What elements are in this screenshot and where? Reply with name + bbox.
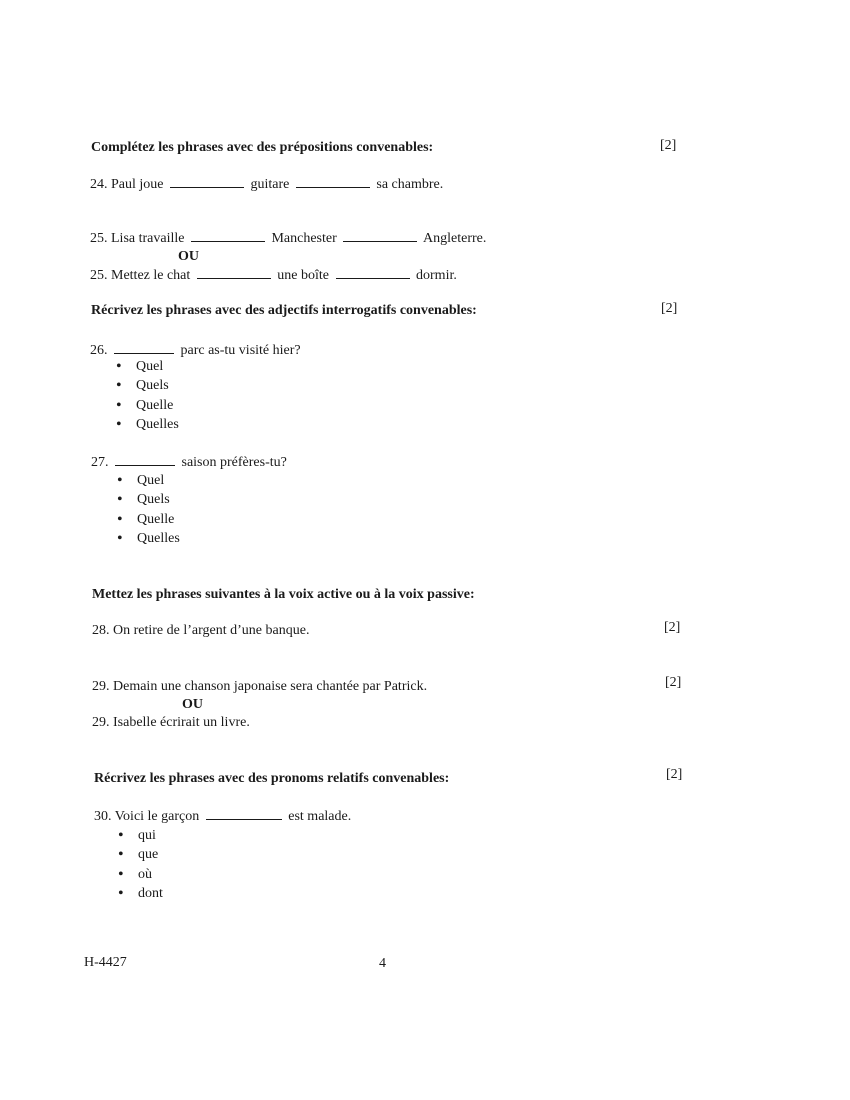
answer-blank [191, 229, 265, 242]
question-24 [90, 175, 443, 194]
options-27 [115, 471, 180, 548]
option-item: • où [116, 865, 163, 884]
section-heading-relatives: Récrivez les phrases avec des pronoms relatifs convenables: [94, 771, 450, 786]
option-item: • Quelle [114, 396, 179, 415]
answer-blank [197, 266, 271, 279]
question-text: saison préfères-tu? [181, 455, 287, 470]
answer-blank [115, 453, 175, 466]
option-item: • Quel [115, 471, 180, 490]
marks-interrogatives: [2] [661, 301, 678, 316]
question-text: Angleterre. [423, 231, 487, 246]
or-separator-29: OU [182, 697, 203, 712]
answer-blank [114, 341, 174, 354]
answer-blank [343, 229, 417, 242]
question-25-a [90, 229, 486, 248]
option-item: • Quelles [114, 415, 179, 434]
question-text: 30. Voici le garçon [94, 809, 200, 824]
question-number: 25. [90, 231, 108, 246]
option-item: • Quels [114, 376, 179, 395]
option-item: • qui [116, 826, 163, 845]
option-item: • dont [116, 884, 163, 903]
options-26 [114, 357, 179, 434]
footer-code: H-4427 [84, 955, 127, 970]
question-text: dormir. [416, 268, 457, 283]
section-heading-interrogatives: Récrivez les phrases avec des adjectifs interrogatifs convenables: [91, 303, 477, 318]
question-number: 25. [90, 268, 108, 283]
question-25-b [90, 266, 457, 285]
question-28: 28. On retire de l’argent d’une banque. [92, 623, 310, 638]
option-item: • Quels [115, 490, 180, 509]
option-item: • que [116, 845, 163, 864]
question-number: 26. [90, 343, 108, 358]
section-heading-voice: Mettez les phrases suivantes à la voix active ou à la voix passive: [92, 587, 475, 602]
question-number: 24. [90, 177, 108, 192]
or-separator-25: OU [178, 249, 199, 264]
question-text: Paul joue [111, 177, 164, 192]
marks-28: [2] [664, 620, 681, 635]
option-item: • Quel [114, 357, 179, 376]
answer-blank [206, 807, 282, 820]
page-number: 4 [379, 956, 386, 971]
question-27 [91, 453, 287, 472]
question-text: guitare [250, 177, 290, 192]
question-text: parc as-tu visité hier? [180, 343, 301, 358]
question-text: sa chambre. [376, 177, 444, 192]
answer-blank [336, 266, 410, 279]
question-text: Mettez le chat [111, 268, 191, 283]
option-item: • Quelles [115, 529, 180, 548]
marks-29: [2] [665, 675, 682, 690]
question-number: 27. [91, 455, 109, 470]
question-text: Lisa travaille [111, 231, 185, 246]
question-30 [94, 807, 351, 826]
question-text: une boîte [277, 268, 330, 283]
option-item: • Quelle [115, 510, 180, 529]
marks-prepositions: [2] [660, 138, 677, 153]
question-text: Manchester [271, 231, 337, 246]
answer-blank [170, 175, 244, 188]
answer-blank [296, 175, 370, 188]
options-30 [116, 826, 163, 903]
marks-relatives: [2] [666, 767, 683, 782]
question-text: est malade. [288, 809, 352, 824]
section-heading-prepositions: Complétez les phrases avec des prépositions convenables: [91, 140, 434, 155]
question-29-b: 29. Isabelle écrirait un livre. [92, 715, 250, 730]
question-29-a: 29. Demain une chanson japonaise sera chantée par Patrick. [92, 679, 428, 694]
